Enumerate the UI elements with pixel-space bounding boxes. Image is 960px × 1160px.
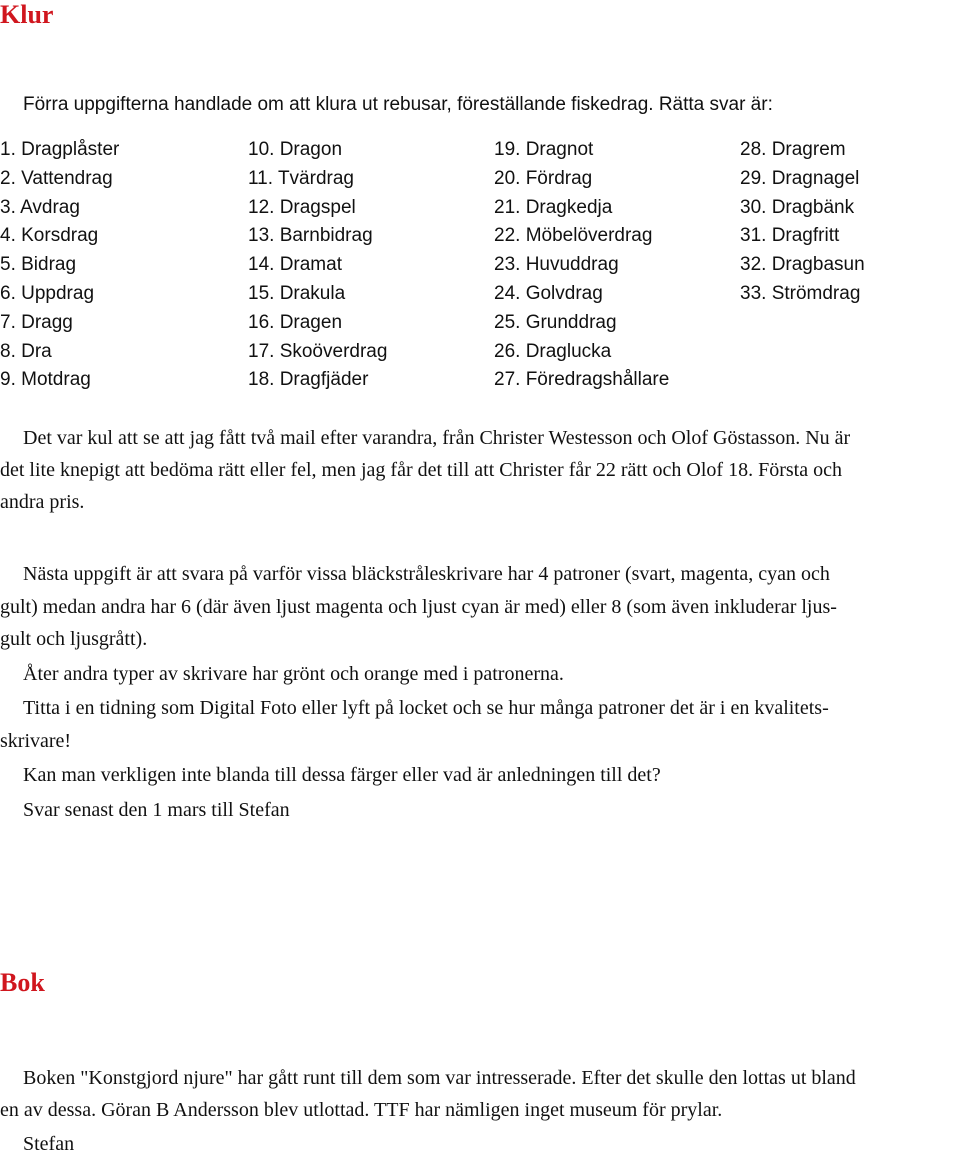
answer-item: 28. Dragrem (740, 139, 846, 160)
answer-item: 1. Dragplåster (0, 139, 120, 160)
answer-item: 29. Dragnagel (740, 167, 860, 189)
answers-column-4 (740, 136, 865, 309)
answer-item: 20. Fördrag (494, 167, 593, 189)
answer-item: 11. Tvärdrag (248, 167, 354, 189)
result-line: andra pris. (0, 491, 85, 513)
answer-item: 33. Strömdrag (740, 282, 861, 304)
answer-item: 6. Uppdrag (0, 282, 95, 304)
answers-column-3 (494, 136, 669, 395)
answer-item: 27. Föredragshållare (494, 369, 670, 391)
answer-item: 9. Motdrag (0, 369, 91, 391)
klur-heading: Klur (0, 0, 54, 29)
next-task-line: skrivare! (0, 729, 72, 752)
result-paragraph (0, 422, 960, 518)
answer-item: 7. Dragg (0, 311, 73, 333)
answer-item: 13. Barnbidrag (248, 225, 373, 247)
next-task-line: Åter andra typer av skrivare har grönt och orange med i patronerna. (23, 662, 564, 685)
signature: Stefan (23, 1133, 75, 1155)
next-task-line: Kan man verkligen inte blanda till dessa färger eller vad är anledningen till det? (23, 764, 661, 786)
answer-item: 8. Dra (0, 340, 52, 362)
answer-item: 24. Golvdrag (494, 282, 603, 304)
answer-item: 4. Korsdrag (0, 225, 99, 247)
bok-paragraph (0, 1062, 960, 1160)
answer-item: 25. Grunddrag (494, 311, 617, 333)
answer-item: 21. Dragkedja (494, 196, 613, 218)
deadline-line: Svar senast den 1 mars till Stefan (23, 798, 290, 821)
answer-item: 2. Vattendrag (0, 167, 113, 189)
bok-heading: Bok (0, 968, 45, 997)
answers-column-2 (248, 136, 387, 395)
next-task-line: Nästa uppgift är att svara på varför vissa bläckstråleskrivare har 4 patroner (svart, magenta, cyan och (23, 563, 830, 585)
answer-item: 19. Dragnot (494, 139, 594, 160)
answer-item: 32. Dragbasun (740, 254, 865, 276)
next-task-paragraph (0, 558, 960, 826)
answer-item: 14. Dramat (248, 254, 342, 276)
answer-item: 26. Draglucka (494, 340, 612, 362)
answer-item: 23. Huvuddrag (494, 254, 619, 276)
answer-item: 16. Dragen (248, 311, 343, 333)
result-line: det lite knepigt att bedöma rätt eller fel, men jag får det till att Christer får 22 rätt och Olof 18. Första och (0, 459, 842, 481)
answers-column-1 (0, 136, 119, 395)
answer-item: 22. Möbelöverdrag (494, 225, 653, 247)
answer-item: 3. Avdrag (0, 196, 80, 218)
answer-item: 31. Dragfritt (740, 225, 840, 247)
answer-item: 17. Skoöverdrag (248, 340, 388, 362)
answer-item: 30. Dragbänk (740, 196, 855, 218)
answer-item: 5. Bidrag (0, 254, 77, 276)
next-task-line: Titta i en tidning som Digital Foto eller lyft på locket och se hur många patroner det är i en kvalitets- (23, 697, 829, 719)
answer-item: 12. Dragspel (248, 196, 356, 218)
answer-item: 10. Dragon (248, 139, 343, 160)
klur-intro: Förra uppgifterna handlade om att klura ut rebusar, föreställande fiskedrag. Rätta svar är: (23, 94, 773, 115)
result-line: Det var kul att se att jag fått två mail efter varandra, från Christer Westesson och Olof Göstasson. Nu är (23, 427, 851, 449)
next-task-line: gult och ljusgrått). (0, 628, 148, 650)
next-task-line: gult) medan andra har 6 (där även ljust magenta och ljust cyan är med) eller 8 (som även inkluderar ljus- (0, 595, 837, 618)
answer-item: 15. Drakula (248, 282, 346, 304)
bok-line: Boken "Konstgjord njure" har gått runt till dem som var intresserade. Efter det skulle den lottas ut bland (23, 1067, 856, 1089)
answer-item: 18. Dragfjäder (248, 369, 369, 391)
bok-line: en av dessa. Göran B Andersson blev utlottad. TTF har nämligen inget museum för prylar. (0, 1099, 723, 1121)
